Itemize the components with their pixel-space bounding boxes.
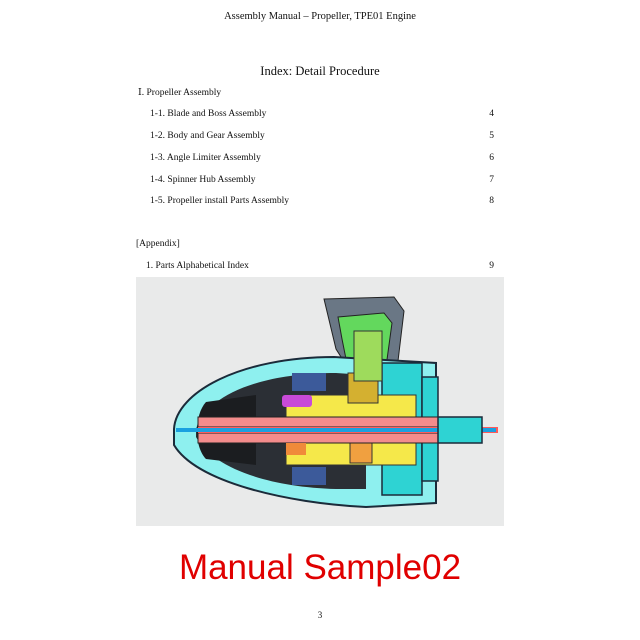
section-heading: Ⅰ. Propeller Assembly xyxy=(138,88,222,98)
toc-page: 5 xyxy=(489,131,494,141)
toc-row[interactable] xyxy=(150,175,494,185)
toc-page: 8 xyxy=(489,196,494,206)
toc-label: 1-5. Propeller install Parts Assembly xyxy=(150,196,290,206)
toc-page: 6 xyxy=(489,153,494,163)
propeller-cross-section-figure xyxy=(136,277,504,526)
index-title: Index: Detail Procedure xyxy=(260,64,380,78)
page-header: Assembly Manual – Propeller, TPE01 Engine xyxy=(224,11,416,22)
figure-caption: Manual Sample02 xyxy=(178,548,462,587)
page-number: 3 xyxy=(317,610,323,620)
toc-label: 1-1. Blade and Boss Assembly xyxy=(150,109,267,119)
toc-page: 4 xyxy=(489,109,494,119)
appendix-page: 9 xyxy=(489,261,494,271)
toc-row[interactable] xyxy=(150,153,494,163)
toc-row[interactable] xyxy=(150,196,494,206)
toc-label: 1-4. Spinner Hub Assembly xyxy=(150,175,256,185)
toc-page: 7 xyxy=(489,175,494,185)
toc-label: 1-3. Angle Limiter Assembly xyxy=(150,153,261,163)
appendix-heading: [Appendix] xyxy=(136,239,180,249)
appendix-row[interactable] xyxy=(146,261,494,271)
toc-label: 1-2. Body and Gear Assembly xyxy=(150,131,265,141)
toc-row[interactable] xyxy=(150,109,494,119)
propeller-cross-section-illustration xyxy=(136,277,504,526)
appendix-label: 1. Parts Alphabetical Index xyxy=(146,261,249,271)
toc-row[interactable] xyxy=(150,131,494,141)
